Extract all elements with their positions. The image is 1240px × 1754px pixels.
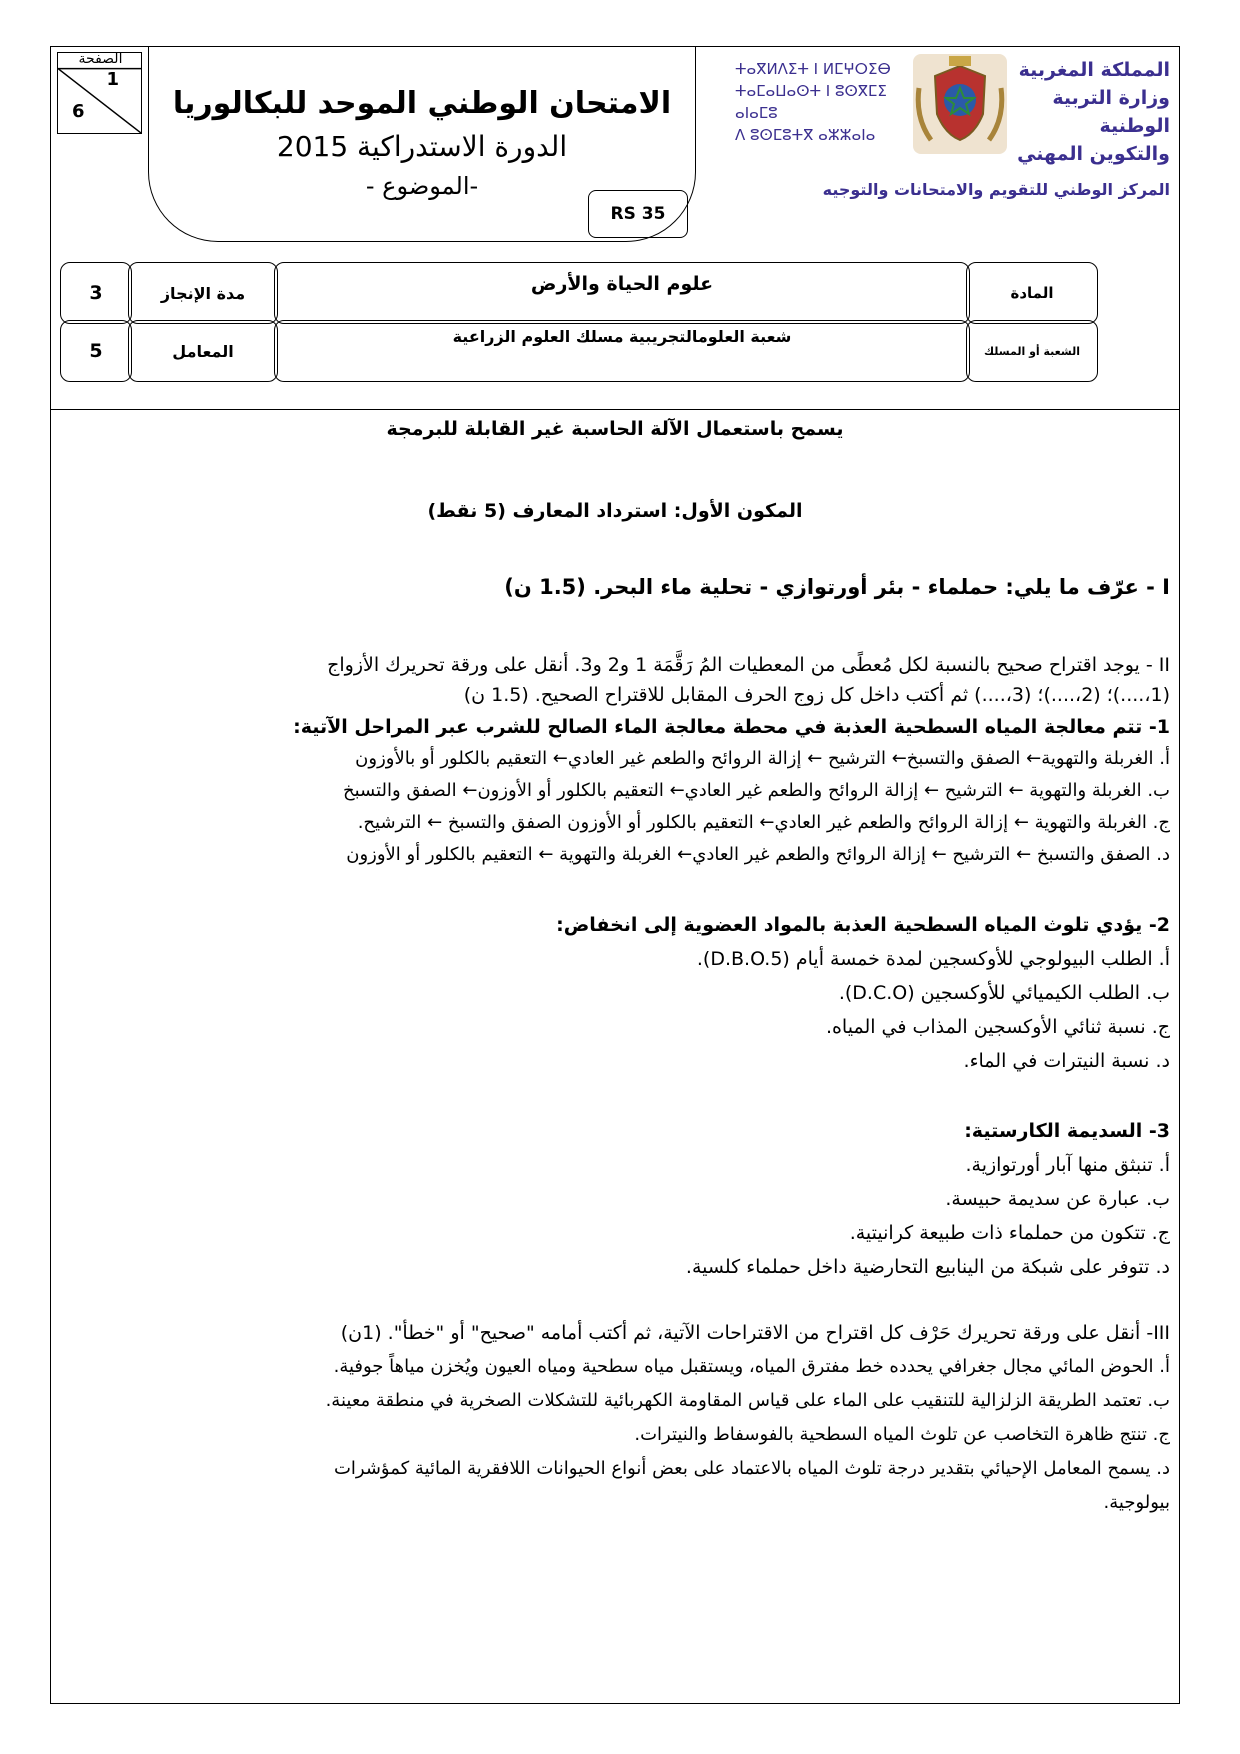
coef-value: 5 [60,320,132,382]
tifinagh-line-1: ⵜⴰⴳⵍⴷⵉⵜ ⵏ ⵍⵎⵖⵔⵉⴱ [735,60,891,78]
subject-value: علوم الحياة والأرض [274,262,970,324]
duration-value: 3 [60,262,132,324]
duration-key: مدة الإنجاز [128,262,278,324]
coat-of-arms-icon [905,48,1015,160]
q2-1-option-d: د. الصفق والتسبخ ← الترشيح ← إزالة الروائح والطعم غير العادي← الغربلة والتهوية ← التعقيم بالكلور أو الأوزون [346,844,1170,865]
national-center: المركز الوطني للتقويم والامتحانات والتوجيه [822,180,1170,199]
branch-value: شعبة العلومالتجريبية مسلك العلوم الزراعية [274,320,970,382]
exam-code: RS 35 [588,190,688,238]
q2-1-option-a: أ. الغربلة والتهوية← الصفق والتسبخ← الترشيح ← إزالة الروائح والطعم غير العادي← التعقيم بالكلور أو بالأوزون [355,748,1170,769]
q2-2-option-a: أ. الطلب البيولوجي للأوكسجين لمدة خمسة أيام (D.B.O.5). [696,948,1170,970]
page-number: 1 [106,69,119,90]
info-table [50,262,1180,404]
page-number-box [57,52,142,134]
question-2-line-2: (1،....)؛ (2،....)؛ (3،....) ثم أكتب داخل كل زوج الحرف المقابل للاقتراح الصحيح. (1.5 ن) [463,684,1170,706]
question-3: III- أنقل على ورقة تحريرك حَرْف كل اقتراح من الاقتراحات الآتية، ثم أكتب أمامه "صحيح" أو "خطأ". (1ن) [340,1322,1170,1344]
ministry-line-2: وزارة التربية الوطنية [1052,87,1170,137]
calculator-note: يسمح باستعمال الآلة الحاسبة غير القابلة للبرمجة [386,418,844,440]
q2-3-option-a: أ. تنبثق منها آبار أورتوازية. [965,1154,1170,1176]
page-total: 6 [72,101,85,122]
question-2-line-1: II - يوجد اقتراح صحيح بالنسبة لكل مُعطًى من المعطيات المُ رَقَّمَة 1 و2 و3. أنقل على ورقة تحريرك الأزواج [327,654,1170,676]
q3-option-d-line-2: بيولوجية. [1103,1492,1170,1513]
q2-2-option-b: ب. الطلب الكيميائي للأوكسجين (D.C.O). [838,982,1170,1004]
tifinagh-line-3: ⴷ ⵓⵙⵎⵓⵜⴳ ⴰⵣⵣⴰⵏⴰ [735,126,876,144]
branch-key: الشعبة أو المسلك [966,320,1098,382]
question-2-2: 2- يؤدي تلوث المياه السطحية العذبة بالمواد العضوية إلى انخفاض: [556,914,1170,936]
question-1: I - عرّف ما يلي: حملماء - بئر أورتوازي - تحلية ماء البحر. (1.5 ن) [504,575,1170,599]
q2-1-option-c: ج. الغربلة والتهوية ← إزالة الروائح والطعم غير العادي← التعقيم بالكلور أو الأوزون الصفق والتسبخ ← الترشيح. [357,812,1170,833]
page-label: الصفحة [78,51,123,67]
q2-2-option-d: د. نسبة النيترات في الماء. [963,1050,1170,1072]
subject-label: -الموضوع - [365,172,479,200]
q3-option-a: أ. الحوض المائي مجال جغرافي يحدده خط مفترق المياه، ويستقبل مياه سطحية ومياه العيون ويُخزن مياهاً جوفية. [333,1356,1170,1377]
q3-option-c: ج. تنتج ظاهرة التخاصب عن تلوث المياه السطحية بالفوسفاط والنيترات. [634,1424,1170,1445]
q2-2-option-c: ج. نسبة ثنائي الأوكسجين المذاب في المياه. [825,1016,1170,1038]
q3-option-d-line-1: د. يسمح المعامل الإحيائي بتقدير درجة تلوث المياه بالاعتماد على بعض أنواع الحيوانات اللافقرية المائية كمؤشرات [333,1458,1170,1479]
q2-1-option-b: ب. الغربلة والتهوية ← الترشيح ← إزالة الروائح والطعم غير العادي← التعقيم بالكلور أو الأوزون← الصفق والتسبخ [343,780,1170,801]
exam-title: الامتحان الوطني الموحد للبكالوريا [172,86,672,121]
component-title: المكون الأول: استرداد المعارف (5 نقط) [427,500,803,522]
q2-3-option-c: ج. تتكون من حملماء ذات طبيعة كرانيتية. [849,1222,1170,1244]
q2-3-option-d: د. تتوفر على شبكة من الينابيع التحارضية داخل حملماء كلسية. [685,1256,1170,1278]
coef-key: المعامل [128,320,278,382]
ministry-line-3: والتكوين المهني [1017,143,1170,165]
exam-session: الدورة الاستدراكية 2015 [276,130,568,163]
q2-3-option-b: ب. عبارة عن سديمة حبيسة. [945,1188,1170,1210]
q3-option-b: ب. تعتمد الطريقة الزلزالية للتنقيب على الماء على قياس المقاومة الكهربائية للتشكلات الصخرية في منطقة معينة. [325,1390,1170,1411]
subject-key: المادة [966,262,1098,324]
header-separator [50,409,1180,410]
ministry-line-1: المملكة المغربية [1018,59,1170,81]
question-2-3: 3- السديمة الكارستية: [964,1120,1170,1142]
tifinagh-line-2: ⵜⴰⵎⴰⵡⴰⵙⵜ ⵏ ⵓⵙⴳⵎⵉ ⴰⵏⴰⵎⵓ [735,82,887,122]
question-2-1: 1- تتم معالجة المياه السطحية العذبة في محطة معالجة الماء الصالح للشرب عبر المراحل الآتية: [293,716,1170,738]
